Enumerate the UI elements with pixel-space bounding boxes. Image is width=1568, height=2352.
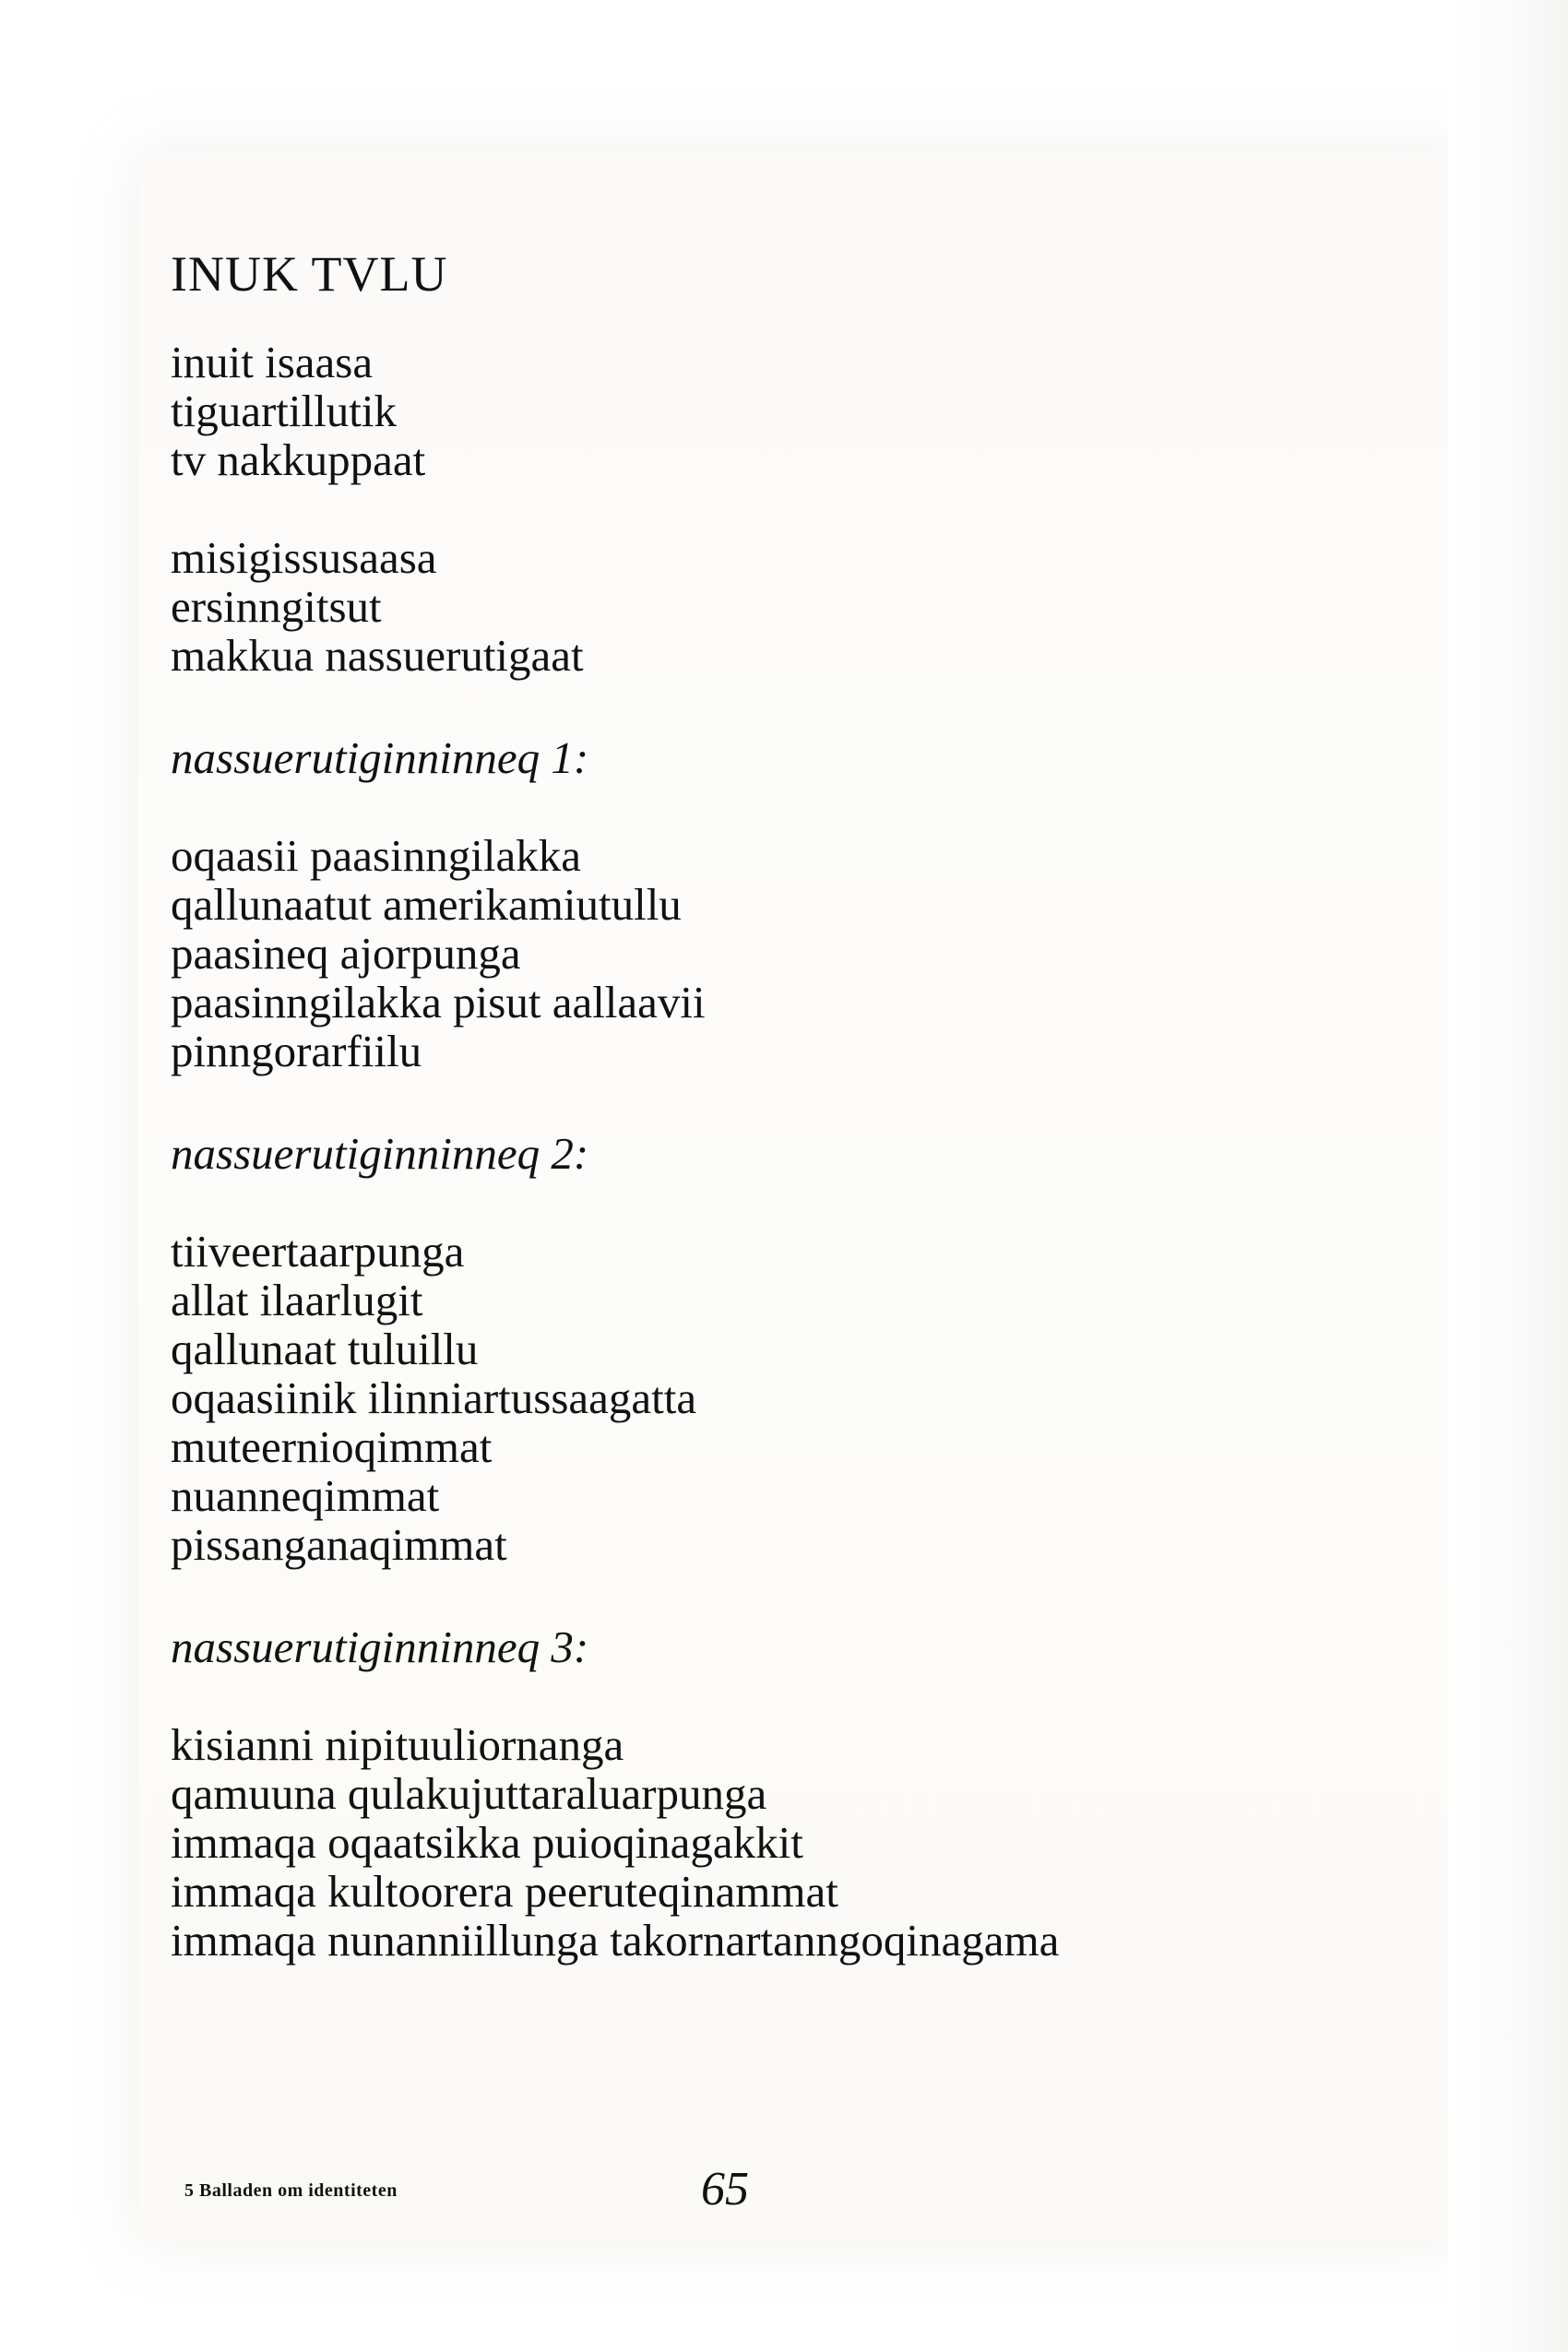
- poem-line: tiguartillutik: [171, 386, 397, 436]
- stanza-2: [171, 533, 1277, 680]
- poem-line: tv nakkuppaat: [171, 434, 426, 485]
- poem-title: INUK TVLU: [171, 246, 448, 302]
- stanza-1: [171, 338, 1277, 484]
- page-number: 65: [701, 2163, 749, 2215]
- printer-signature-mark: 5 Balladen om identiteten: [184, 2180, 398, 2201]
- poem-line: nuanneqimmat: [171, 1470, 440, 1521]
- page-edge-shadow: [1448, 0, 1568, 2352]
- poem-line: paasineq ajorpunga: [171, 928, 521, 979]
- poem-line: misigissusaasa: [171, 532, 437, 583]
- poem-line: ersinngitsut: [171, 581, 382, 632]
- section-heading: nassuerutiginninneq 2:: [171, 1128, 589, 1179]
- poem-line: pinngorarfiilu: [171, 1026, 422, 1076]
- section-heading: nassuerutiginninneq 3:: [171, 1621, 589, 1672]
- poem-line: immaqa nunanniillunga takornartanngoqinagama: [171, 1915, 1060, 1966]
- poem: [171, 246, 1277, 1966]
- poem-line: muteernioqimmat: [171, 1421, 493, 1472]
- poem-line: immaqa kultoorera peeruteqinammat: [171, 1866, 838, 1917]
- section-1: [171, 733, 1277, 1075]
- poem-line: paasinngilakka pisut aallaavii: [171, 977, 706, 1028]
- poem-line: qallunaatut amerikamiutullu: [171, 879, 682, 930]
- poem-line: oqaasiinik ilinniartussaagatta: [171, 1372, 697, 1423]
- poem-line: qamuuna qulakujuttaraluarpunga: [171, 1768, 767, 1819]
- poem-line: kisianni nipituuliornanga: [171, 1719, 624, 1770]
- poem-line: makkua nassuerutigaat: [171, 630, 584, 681]
- poem-line: pissanganaqimmat: [171, 1519, 507, 1570]
- poem-line: qallunaat tuluillu: [171, 1324, 479, 1374]
- section-3: [171, 1622, 1277, 1965]
- section-2: [171, 1129, 1277, 1569]
- page-footer: [184, 2163, 830, 2225]
- poem-line: inuit isaasa: [171, 337, 374, 387]
- poem-line: oqaasii paasinngilakka: [171, 830, 581, 881]
- poem-line: immaqa oqaatsikka puioqinagakkit: [171, 1817, 803, 1868]
- poem-line: allat ilaarlugit: [171, 1275, 423, 1325]
- poem-line: tiiveertaarpunga: [171, 1226, 465, 1277]
- section-heading: nassuerutiginninneq 1:: [171, 732, 589, 783]
